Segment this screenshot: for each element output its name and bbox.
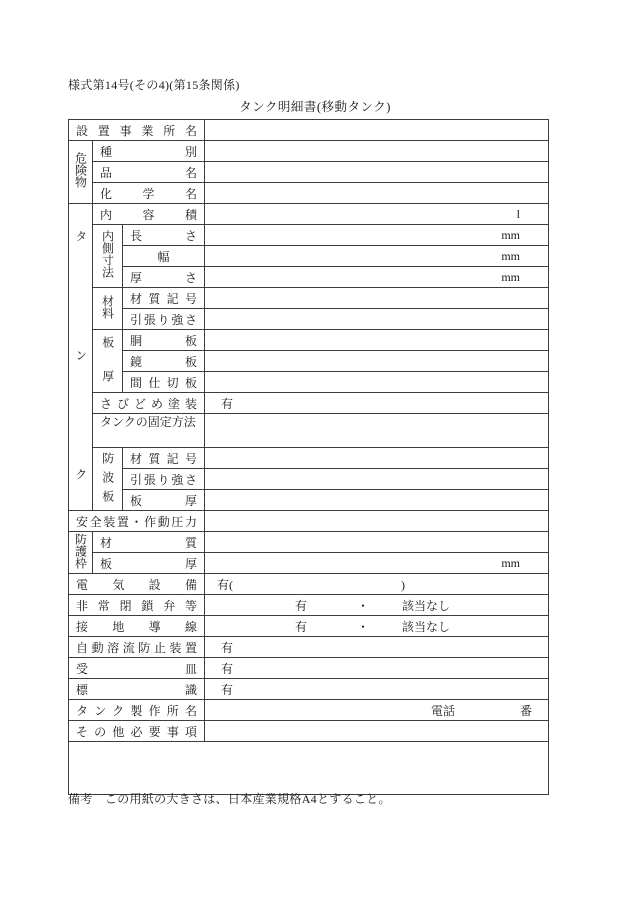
- value-drip-pan: 有: [205, 658, 549, 679]
- row-partition-plate: [69, 372, 549, 393]
- value-material-symbol: [205, 288, 549, 309]
- value-inner-thickness-unit: mm: [205, 267, 549, 288]
- row-capacity: [69, 204, 549, 225]
- row-material-symbol: [69, 288, 549, 309]
- group-plate-thickness-label: 板厚: [100, 336, 115, 382]
- row-blank-box: [69, 742, 549, 795]
- label-partition-plate: 間仕切板: [123, 372, 205, 393]
- group-hazmat-label: 危険物: [73, 152, 88, 188]
- value-manufacturer: [205, 700, 549, 721]
- label-installation-office: 設置事業所名: [69, 120, 205, 141]
- value-baffle-material-symbol: [205, 448, 549, 469]
- row-safety-device: [69, 511, 549, 532]
- group-inner-dims: [93, 225, 123, 288]
- emergency-valve-separator: ・: [357, 598, 370, 613]
- group-tank: [69, 204, 93, 511]
- label-sign: 標識: [69, 679, 205, 700]
- blank-notes-area: [69, 742, 549, 795]
- value-partition-plate: [205, 372, 549, 393]
- label-hazmat-type: 種別: [93, 141, 205, 162]
- row-emergency-valve: [69, 595, 549, 616]
- row-tensile-strength: [69, 309, 549, 330]
- group-material: [93, 288, 123, 330]
- label-baffle-material-symbol: 材質記号: [123, 448, 205, 469]
- row-installation-office: [69, 120, 549, 141]
- label-baffle-plate-thickness: 板厚: [123, 490, 205, 511]
- group-material-label: 材料: [100, 294, 115, 319]
- label-emergency-valve: 非常閉鎖弁等: [69, 595, 205, 616]
- group-guard-frame: [69, 532, 93, 574]
- value-inner-length-unit: mm: [205, 225, 549, 246]
- row-other-items: [69, 721, 549, 742]
- label-inner-thickness: 厚さ: [123, 267, 205, 288]
- row-drip-pan: [69, 658, 549, 679]
- electrical-yes-open: 有(: [217, 577, 234, 592]
- label-baffle-tensile-strength: 引張り強さ: [123, 469, 205, 490]
- row-end-plate: [69, 351, 549, 372]
- value-rust-coating: 有: [205, 393, 549, 414]
- row-inner-length: [69, 225, 549, 246]
- value-tensile-strength: [205, 309, 549, 330]
- row-rust-coating: [69, 393, 549, 414]
- form-number: 様式第14号(その4)(第15条関係): [68, 78, 240, 92]
- value-sign: 有: [205, 679, 549, 700]
- value-hazmat-chemical-name: [205, 183, 549, 204]
- value-baffle-plate-thickness: [205, 490, 549, 511]
- label-hazmat-name: 品名: [93, 162, 205, 183]
- grounding-na: 該当なし: [402, 619, 451, 634]
- value-guard-plate-thickness-unit: mm: [205, 553, 549, 574]
- row-guard-plate-thickness: [69, 553, 549, 574]
- label-overflow-prevention: 自動溶流防止装置: [69, 637, 205, 658]
- row-sign: [69, 679, 549, 700]
- label-manufacturer: タンク製作所名: [69, 700, 205, 721]
- row-fixing-method: [69, 414, 549, 448]
- value-end-plate: [205, 351, 549, 372]
- label-electrical-equipment: 電気設備: [69, 574, 205, 595]
- label-rust-coating: さびどめ塗装: [93, 393, 205, 414]
- label-end-plate: 鏡板: [123, 351, 205, 372]
- value-capacity-unit: l: [205, 204, 549, 225]
- row-manufacturer: [69, 700, 549, 721]
- remarks-note: 備考 この用紙の大きさは、日本産業規格A4とすること。: [68, 792, 391, 806]
- value-electrical-equipment: [205, 574, 549, 595]
- electrical-close-paren: ): [401, 577, 406, 592]
- group-baffle: [93, 448, 123, 511]
- row-baffle-plate-thickness: [69, 490, 549, 511]
- value-emergency-valve: [205, 595, 549, 616]
- label-fixing-method: タンクの固定方法: [93, 414, 205, 448]
- label-hazmat-chemical-name: 化学名: [93, 183, 205, 204]
- value-hazmat-name: [205, 162, 549, 183]
- row-shell-plate: [69, 330, 549, 351]
- manufacturer-tel-label: 電話: [431, 703, 456, 718]
- group-guard-frame-label: 防護枠: [73, 532, 88, 569]
- row-inner-width: [69, 246, 549, 267]
- value-fixing-method: [205, 414, 549, 448]
- group-baffle-label: 防波板: [100, 452, 115, 502]
- manufacturer-tel-suffix: 番: [520, 703, 533, 718]
- value-installation-office: [205, 120, 549, 141]
- row-overflow-prevention: [69, 637, 549, 658]
- grounding-separator: ・: [357, 619, 370, 634]
- label-guard-material: 材質: [93, 532, 205, 553]
- label-material-symbol: 材質記号: [123, 288, 205, 309]
- value-baffle-tensile-strength: [205, 469, 549, 490]
- value-grounding-wire: [205, 616, 549, 637]
- value-inner-width-unit: mm: [205, 246, 549, 267]
- value-overflow-prevention: 有: [205, 637, 549, 658]
- label-inner-width: 幅: [123, 246, 205, 267]
- row-baffle-material-symbol: [69, 448, 549, 469]
- value-other-items: [205, 721, 549, 742]
- label-tensile-strength: 引張り強さ: [123, 309, 205, 330]
- emergency-valve-na: 該当なし: [402, 598, 451, 613]
- group-tank-label: タンク: [73, 230, 88, 480]
- page-title: タンク明細書(移動タンク): [239, 100, 391, 114]
- group-inner-dims-label: 内側寸法: [100, 230, 115, 278]
- row-inner-thickness: [69, 267, 549, 288]
- row-hazmat-type: [69, 141, 549, 162]
- label-safety-device: 安全装置・作動圧力: [69, 511, 205, 532]
- tank-spec-table: [68, 119, 549, 795]
- label-grounding-wire: 接地導線: [69, 616, 205, 637]
- value-safety-device: [205, 511, 549, 532]
- row-electrical-equipment: [69, 574, 549, 595]
- value-shell-plate: [205, 330, 549, 351]
- group-plate-thickness: [93, 330, 123, 393]
- value-hazmat-type: [205, 141, 549, 162]
- row-hazmat-chemical-name: [69, 183, 549, 204]
- label-shell-plate: 胴板: [123, 330, 205, 351]
- label-capacity: 内容積: [93, 204, 205, 225]
- row-grounding-wire: [69, 616, 549, 637]
- grounding-yes: 有: [295, 619, 308, 634]
- value-guard-material: [205, 532, 549, 553]
- group-hazmat: [69, 141, 93, 204]
- label-guard-plate-thickness: 板厚: [93, 553, 205, 574]
- label-drip-pan: 受皿: [69, 658, 205, 679]
- emergency-valve-yes: 有: [295, 598, 308, 613]
- row-hazmat-name: [69, 162, 549, 183]
- label-other-items: その他必要事項: [69, 721, 205, 742]
- label-inner-length: 長さ: [123, 225, 205, 246]
- row-baffle-tensile-strength: [69, 469, 549, 490]
- row-guard-material: [69, 532, 549, 553]
